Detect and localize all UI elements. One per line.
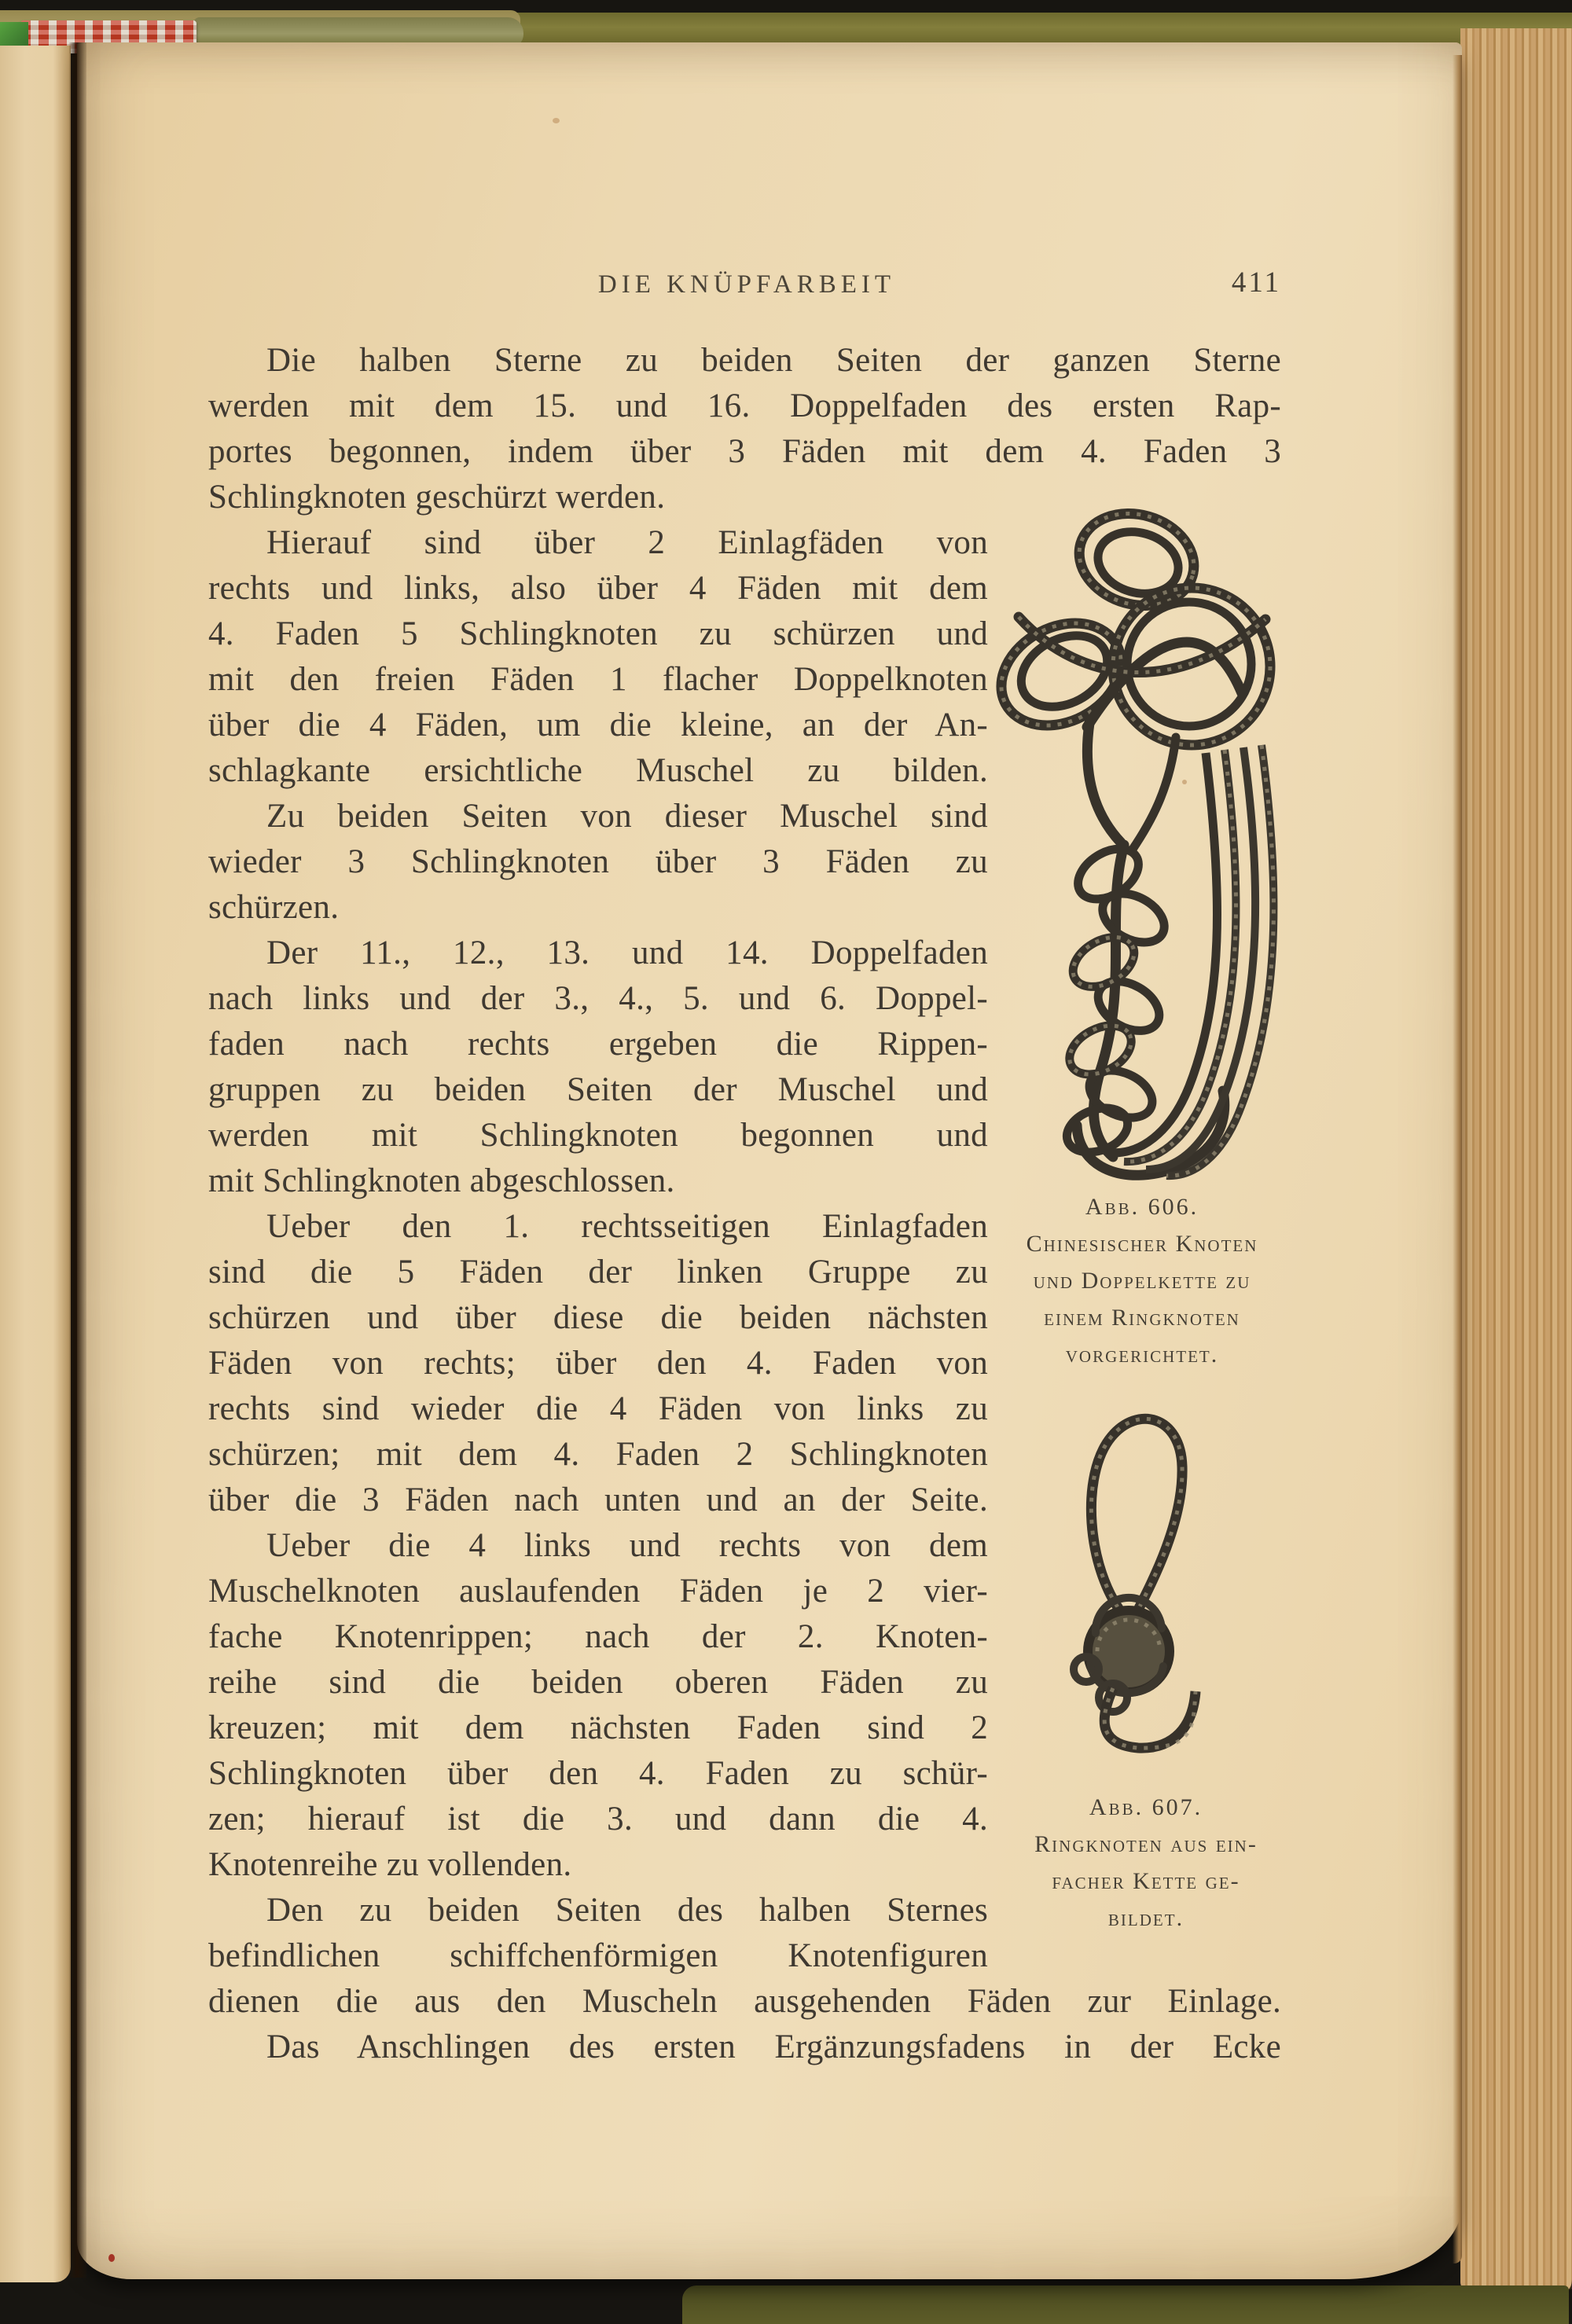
abb-607-ring-knot-illustration: [1063, 1380, 1216, 1757]
text-line: Muschelknoten auslaufenden Fäden je 2 vier-: [208, 1573, 988, 1610]
text-line: Der 11., 12., 13. und 14. Doppelfaden: [266, 934, 988, 971]
running-head-title: DIE KNÜPFARBEIT: [597, 270, 896, 299]
text-line: Zu beiden Seiten von dieser Muschel sind: [266, 798, 988, 835]
text-line: mit den freien Fäden 1 flacher Doppelknoten: [208, 661, 988, 698]
bottom-hook: [1104, 1688, 1196, 1748]
text-line: Ueber den 1. rechtsseitigen Einlagfaden: [266, 1208, 988, 1245]
figure-caption-line: Ringknoten aus ein-: [1034, 1831, 1258, 1857]
text-line: Schlingknoten über den 4. Faden zu schür-: [208, 1755, 988, 1792]
red-paper-fleck: [108, 2254, 115, 2262]
figure-caption-line: einem Ringknoten: [1044, 1305, 1240, 1331]
abb-606-caption: [985, 1188, 1299, 1373]
text-line: Knotenreihe zu vollenden.: [208, 1846, 572, 1883]
figure-caption-line: bildet.: [1107, 1905, 1185, 1931]
text-line: über die 4 Fäden, um die kleine, an der An-: [208, 707, 988, 743]
top-loop: [1091, 1419, 1182, 1616]
text-line: nach links und der 3., 4., 5. und 6. Doppel-: [208, 980, 988, 1017]
book-cover-bottom-edge: [682, 2285, 1569, 2324]
double-chain-braid: [1061, 839, 1225, 1175]
figure-caption-line: Chinesischer Knoten: [1026, 1231, 1258, 1257]
gutter-shadow: [69, 42, 86, 2278]
text-line: Schlingknoten geschürzt werden.: [208, 479, 666, 516]
text-line: reihe sind die beiden oberen Fäden zu: [208, 1664, 988, 1701]
text-line: schürzen; mit dem 4. Faden 2 Schlingknoten: [208, 1436, 988, 1473]
text-line: Hierauf sind über 2 Einlagfäden von: [266, 524, 988, 561]
figure-caption-line: und Doppelkette zu: [1033, 1268, 1251, 1294]
abb-606-chinese-knot-illustration: [989, 487, 1287, 1187]
figure-caption-line: Abb. 607.: [1089, 1794, 1203, 1820]
text-line: Den zu beiden Seiten des halben Sternes: [266, 1892, 988, 1929]
text-line: dienen die aus den Muscheln ausgehenden Fäden zur Einlage.: [208, 1983, 1281, 2020]
text-line: mit Schlingknoten abgeschlossen.: [208, 1162, 675, 1199]
text-line: faden nach rechts ergeben die Rippen-: [208, 1026, 988, 1063]
text-line: kreuzen; mit dem nächsten Faden sind 2: [208, 1709, 988, 1746]
text-line: Die halben Sterne zu beiden Seiten der ganzen Sterne: [266, 342, 1281, 379]
text-line: 4. Faden 5 Schlingknoten zu schürzen und: [208, 615, 988, 652]
knot-ball: [1074, 1598, 1170, 1712]
page-right-edge-shade: [1453, 55, 1462, 2263]
text-line: fache Knotenrippen; nach der 2. Knoten-: [208, 1618, 988, 1655]
text-line: sind die 5 Fäden der linken Gruppe zu: [208, 1254, 988, 1290]
text-line: schürzen.: [208, 889, 340, 926]
text-line: rechts und links, also über 4 Fäden mit dem: [208, 570, 988, 607]
text-line: werden mit Schlingknoten begonnen und: [208, 1117, 988, 1154]
page-fore-edge-stack: [1460, 28, 1572, 2290]
abb-607-caption: [981, 1789, 1311, 1937]
text-line: rechts sind wieder die 4 Fäden von links zu: [208, 1390, 988, 1427]
text-line: Ueber die 4 links und rechts von dem: [266, 1527, 988, 1564]
text-line: zen; hierauf ist die 3. und dann die 4.: [208, 1801, 988, 1838]
text-line: Fäden von rechts; über den 4. Faden von: [208, 1345, 988, 1382]
figure-caption-line: vorgerichtet.: [1065, 1342, 1219, 1368]
figure-caption-line: facher Kette ge-: [1052, 1868, 1240, 1894]
left-page-edge: [0, 46, 71, 2282]
text-line: wieder 3 Schlingknoten über 3 Fäden zu: [208, 843, 988, 880]
text-line: portes begonnen, indem über 3 Fäden mit dem 4. Faden 3: [208, 433, 1281, 470]
figure-caption-line: Abb. 606.: [1085, 1194, 1199, 1220]
text-line: schlagkante ersichtliche Muschel zu bilden.: [208, 752, 988, 789]
text-line: Das Anschlingen des ersten Ergänzungsfadens in der Ecke: [266, 2028, 1281, 2065]
text-line: werden mit dem 15. und 16. Doppelfaden des ersten Rap-: [208, 387, 1281, 424]
text-line: schürzen und über diese die beiden nächsten: [208, 1299, 988, 1336]
text-line: gruppen zu beiden Seiten der Muschel und: [208, 1071, 988, 1108]
text-line: befindlichen schiffchenförmigen Knotenfiguren: [208, 1937, 988, 1974]
paper-speck: [553, 118, 560, 123]
text-line: über die 3 Fäden nach unten und an der Seite.: [208, 1481, 988, 1518]
page-number: 411: [1231, 266, 1281, 299]
